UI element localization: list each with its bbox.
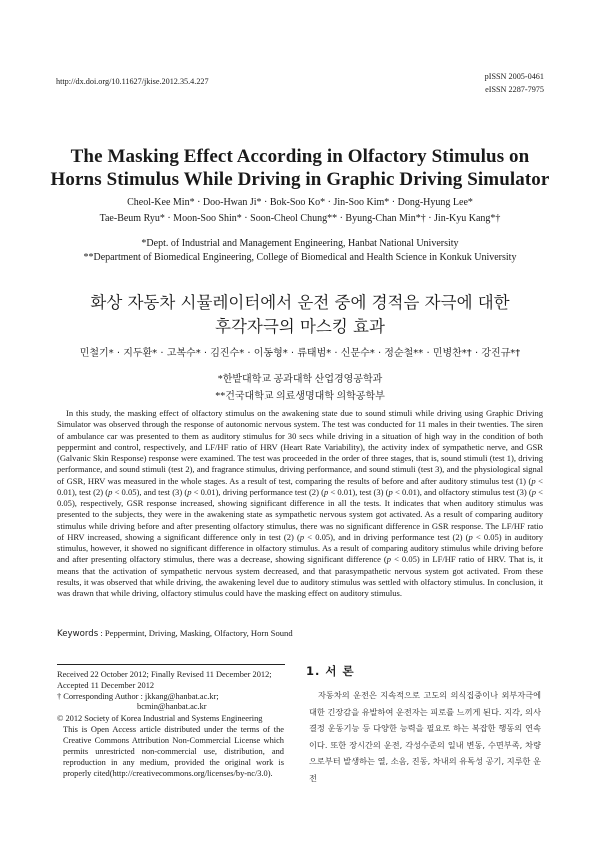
keywords — [57, 628, 293, 639]
abstract-text: < 0.01), test (2) ( — [57, 475, 543, 497]
footnote-divider — [57, 664, 285, 665]
abstract-text: In this study, the masking effect of olfactory stimulus on the awakening state due to sound stimuli while driving using Graphic Driving Simulator was observed through the response of autonomic nervous system. The test was conducted for 11 males in their twenties. The siren of ambulance car was presented to them as auditory stimulus for 30 secs while driving in a situation of high way in the condition of both peppermint and control, respectively, and LF/HF ratio of HRV (Heart Rate Variability), the activity index of sympathetic nerve, and GSR (Galvanic Skin Response) response were examined. The test was proceeded in the order of three stages, that is, sound stimuli (test 1), driving performance, and sound stimuli (test 2), and fragrance stimulus, driving performance, and sound stimuli (test 3), and the physiological signal of GSR, HRV was measured in the whole stages. As a result of test, comparing the results of before and after auditory stimulus test (1) ( — [57, 408, 543, 486]
keywords-text: Peppermint, Driving, Masking, Olfactory, Horn Sound — [104, 628, 293, 638]
title-en-line2: Horns Stimulus While Driving in Graphic Driving Simulator — [50, 169, 550, 190]
p-var: p — [531, 486, 537, 497]
doi-link[interactable]: http://dx.doi.org/10.11627/jkise.2012.35.4.227 — [56, 77, 209, 86]
section-body: 자동차의 운전은 지속적으로 고도의 의식집중이나 외부자극에 대한 긴장감을 유발하여 운전자는 피로를 느끼게 된다. 지각, 의사결정 운동기능 등 다양한 능력을 필요로 하는 복잡한 행동의 연속이다. 또한 장시간의 운전, 각성수준의 일내 변동, 수면부족, 차량으로부터 발생하는 열, 소음, 진동, 차내의 유독성 공기, 지루한 운전 — [309, 690, 541, 783]
title-en-line1: The Masking Effect According in Olfactory Stimulus on — [70, 146, 530, 167]
corresponding-author-text: Corresponding Author : jkkang@hanbat.ac.kr; — [61, 692, 219, 701]
abstract-text: < 0.05), and test (3) ( — [112, 486, 188, 497]
title-ko-line2: 후각자극의 마스킹 효과 — [215, 317, 385, 336]
pissn: pISSN 2005-0461 — [484, 72, 544, 81]
abstract — [57, 408, 543, 599]
p-var: p — [531, 475, 536, 486]
affiliation-ko-2: **건국대학교 의료생명대학 의학공학부 — [215, 391, 385, 402]
abstract-text: < 0.01), and olfactory stimulus test (3) ( — [392, 486, 532, 497]
authors-ko: 민철기* · 지두환* · 고복수* · 김진수* · 이동형* · 류태범* · 신문수* · 정순철** · 민병찬*† · 강진규*† — [79, 348, 521, 359]
keywords-separator: : — [98, 628, 105, 638]
p-var: p — [388, 486, 393, 497]
received-dates: Received 22 October 2012; Finally Revised 11 December 2012; Accepted 11 December 2012 — [57, 670, 272, 690]
p-var: p — [386, 554, 392, 565]
authors-en-line2: Tae-Beum Ryu* · Moon-Soo Shin* · Soon-Cheol Chung** · Byung-Chan Min*† · Jin-Kyu Kang*† — [99, 213, 501, 224]
section-heading: 1. 서 론 — [306, 664, 355, 678]
p-var: p — [299, 531, 305, 542]
abstract-text: < 0.05), and in driving performance test (2) ( — [304, 531, 469, 542]
p-var: p — [468, 531, 473, 542]
p-var: p — [108, 486, 113, 497]
corresponding-email-2[interactable]: bcmin@hanbat.ac.kr — [137, 702, 207, 711]
abstract-text: < 0.05), respectively, GSR response increased, showing significant difference in all the tests. It indicates that when auditory stimulus was presented to the subjects, they were in the awakening state as sympathetic nervous system got activated. As a result of comparing auditory stimulus while driving before and after presenting olfactory stimulus, there was no significant difference in GSR response. The LF/HF ratio of HRV increased, showing a significant difference only in test (2) ( — [57, 486, 544, 542]
affiliation-ko-1: *한밭대학교 공과대학 산업경영공학과 — [217, 374, 383, 385]
license-text: This is Open Access article distributed under the terms of the Creative Commons Attribution Non-Commercial License which permits unrestricted non-commercial use, distribution, and reproduction in any medium, provided the original work is properly cited(http://creativecommons.org/licenses/by-nc/3.0). — [63, 725, 284, 778]
abstract-text: < 0.05) in auditory stimulus, however, it showed no significant difference in olfactory stimulus. As a result of comparing auditory stimulus while driving before and after presenting olfactory stimulus, there was a decrease, showing significant difference ( — [57, 531, 544, 565]
abstract-text: < 0.01), test (3) ( — [328, 486, 389, 497]
authors-en-line1: Cheol-Kee Min* · Doo-Hwan Ji* · Bok-Soo Ko* · Jin-Soo Kim* · Dong-Hyung Lee* — [127, 197, 473, 208]
abstract-text: < 0.01), driving performance test (2) ( — [191, 486, 324, 497]
p-var: p — [323, 486, 329, 497]
corresponding-author — [57, 691, 219, 702]
keywords-label: Keywords — [57, 629, 99, 639]
p-var: p — [187, 486, 192, 497]
title-ko-line1: 화상 자동차 시뮬레이터에서 운전 중에 경적음 자극에 대한 — [90, 293, 510, 312]
dagger-mark: † — [57, 692, 62, 701]
eissn: eISSN 2287-7975 — [485, 85, 544, 94]
copyright: © 2012 Society of Korea Industrial and Systems Engineering — [57, 714, 263, 723]
abstract-text: < 0.05) in LF/HF ratio of HRV. That is, it means that the activation of sympathetic nervous system decreased, and that parasympathetic nervous system got activated. From these results, it was observed that while driving, the awakening level due to auditory stimulus was settled with olfactory stimulus. In conclusion, it was drawn that while driving, olfactory stimulus could have the masking effect on auditory stimulus. — [57, 554, 543, 598]
affiliation-en-1: *Dept. of Industrial and Management Engineering, Hanbat National University — [141, 238, 459, 249]
issn-block — [485, 70, 544, 96]
affiliation-en-2: **Department of Biomedical Engineering, College of Biomedical and Health Science in Konkuk University — [83, 252, 517, 263]
